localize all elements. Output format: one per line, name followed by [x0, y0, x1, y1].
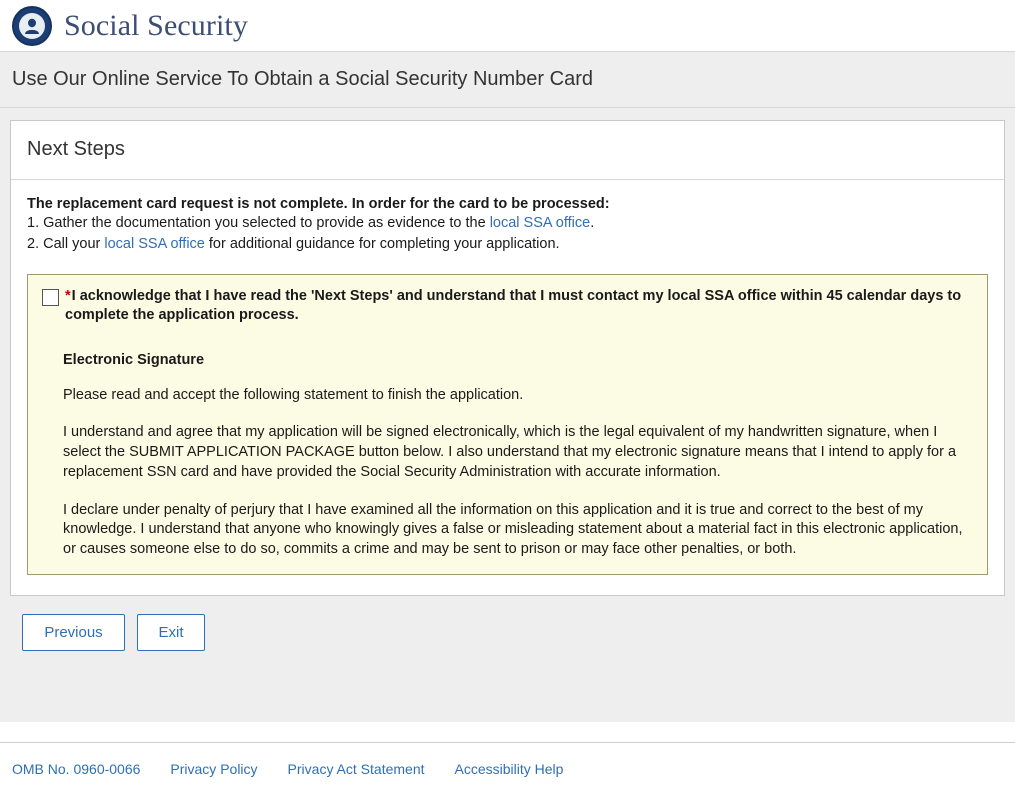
acknowledgement-label: [65, 287, 973, 326]
footer-link-privacy-act-statement[interactable]: Privacy Act Statement: [287, 761, 425, 777]
brand-title: Social Security: [64, 8, 248, 42]
step-text-before: Call your: [39, 235, 105, 252]
next-steps-card: [10, 120, 1005, 596]
electronic-signature-title: Electronic Signature: [63, 351, 205, 368]
next-steps-list: [27, 214, 988, 254]
acknowledgement-text: I acknowledge that I have read the 'Next Steps' and understand that I must contact my local SSA office within 45 calendar days to complete the application process.: [65, 288, 962, 324]
exit-button[interactable]: Exit: [137, 614, 205, 651]
step-text-after: for additional guidance for completing your application.: [204, 235, 560, 252]
main-content: [0, 108, 1015, 722]
required-marker: *: [65, 288, 71, 305]
acknowledgement-row: [42, 287, 973, 326]
local-ssa-office-link[interactable]: local SSA office: [104, 235, 205, 252]
card-header: [11, 121, 1004, 180]
acknowledgement-checkbox[interactable]: [42, 289, 59, 306]
card-heading: Next Steps: [27, 138, 125, 160]
footer-link-privacy-policy[interactable]: Privacy Policy: [170, 761, 258, 777]
completion-notice: The replacement card request is not complete. In order for the card to be processed:: [27, 196, 610, 212]
list-item: [27, 214, 988, 234]
page-title: Use Our Online Service To Obtain a Social Security Number Card: [12, 68, 593, 90]
card-body: [11, 180, 1004, 595]
local-ssa-office-link[interactable]: local SSA office: [489, 215, 591, 231]
button-bar: [10, 596, 1005, 651]
acknowledgement-box: [27, 274, 988, 575]
step-number: 2.: [27, 235, 40, 252]
esig-paragraph-2: I understand and agree that my application will be signed electronically, which is the legal equivalent of my handwritten signature, when I select the SUBMIT APPLICATION PACKAGE button below. I also understand that my electronic signature means that I intend to apply for a replacement SSN card and have provided the Social Security Administration with accurate information.: [63, 424, 957, 480]
step-number: 1.: [27, 215, 40, 231]
footer: [0, 742, 1015, 795]
previous-button[interactable]: Previous: [22, 614, 125, 651]
esig-paragraph-3: I declare under penalty of perjury that I have examined all the information on this application and it is true and correct to the best of my knowledge. I understand that anyone who knowingly gives a false or misleading statement about a material fact in this electronic application, or causes someone else to do so, commits a crime and may be sent to prison or may face other penalties, or both.: [63, 501, 963, 557]
footer-link-accessibility-help[interactable]: Accessibility Help: [454, 761, 564, 777]
footer-link-omb[interactable]: OMB No. 0960-0066: [12, 761, 141, 777]
ssa-seal-icon: [12, 6, 52, 46]
list-item: [27, 235, 988, 255]
page-title-band: [0, 52, 1015, 108]
step-text-before: Gather the documentation you selected to provide as evidence to the: [39, 215, 490, 231]
site-header: [0, 0, 1015, 52]
esig-paragraph-1: Please read and accept the following statement to finish the application.: [63, 386, 524, 403]
step-text-after: .: [590, 215, 595, 231]
